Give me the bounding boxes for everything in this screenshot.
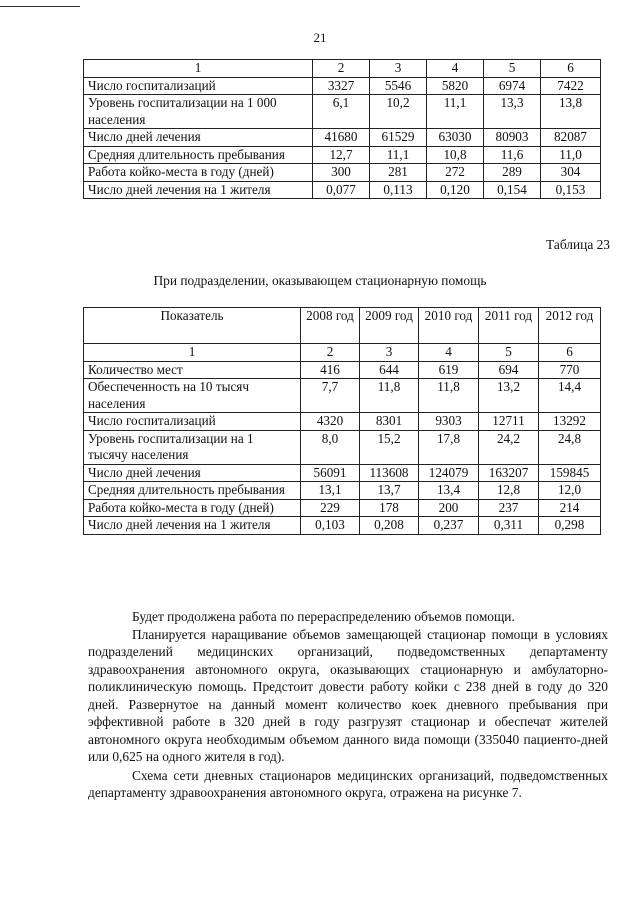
row-label: Работа койко-места в году (дней) bbox=[84, 499, 301, 517]
table-row bbox=[84, 379, 601, 413]
table-cell: 304 bbox=[541, 164, 601, 182]
table-cell: 13,2 bbox=[479, 379, 539, 413]
column-number: 2 bbox=[313, 60, 370, 78]
table-cell: 12,0 bbox=[539, 482, 601, 500]
table-cell: 300 bbox=[313, 164, 370, 182]
table-cell: 159845 bbox=[539, 464, 601, 482]
table-cell: 11,8 bbox=[419, 379, 479, 413]
table-cell: 11,0 bbox=[541, 146, 601, 164]
table-cell: 0,298 bbox=[539, 517, 601, 535]
table-row bbox=[84, 146, 601, 164]
table-row bbox=[84, 181, 601, 199]
table-23-title: При подразделении, оказывающем стационарную помощь bbox=[153, 273, 487, 288]
paragraph: Схема сети дневных стационаров медицинских организаций, подведомственных департаменту здравоохранения автономного округа, отражена на рисунке 7. bbox=[88, 767, 608, 800]
table-cell: 229 bbox=[301, 499, 360, 517]
table-cell: 7,7 bbox=[301, 379, 360, 413]
table-cell: 6974 bbox=[484, 77, 541, 95]
table-cell: 0,208 bbox=[360, 517, 419, 535]
table-row bbox=[84, 499, 601, 517]
table-row bbox=[84, 95, 601, 129]
table-cell: 13292 bbox=[539, 413, 601, 431]
column-number: 1 bbox=[84, 344, 301, 362]
year-header: 2010 год bbox=[419, 308, 479, 344]
table-cell: 82087 bbox=[541, 129, 601, 147]
column-number: 5 bbox=[484, 60, 541, 78]
numbering-row bbox=[84, 344, 601, 362]
table-cell: 770 bbox=[539, 361, 601, 379]
row-label: Число дней лечения на 1 жителя bbox=[84, 181, 313, 199]
page-number: 21 bbox=[313, 30, 327, 45]
year-header: 2008 год bbox=[301, 308, 360, 344]
table-header-row bbox=[84, 60, 601, 78]
table-cell: 24,2 bbox=[479, 430, 539, 464]
table-cell: 0,113 bbox=[370, 181, 427, 199]
year-header: 2012 год bbox=[539, 308, 601, 344]
table-cell: 7422 bbox=[541, 77, 601, 95]
table-cell: 5820 bbox=[427, 77, 484, 95]
table-cell: 13,4 bbox=[419, 482, 479, 500]
row-label: Обеспеченность на 10 тысяч населения bbox=[84, 379, 301, 413]
table-row bbox=[84, 430, 601, 464]
column-number: 4 bbox=[427, 60, 484, 78]
body-text bbox=[88, 608, 608, 802]
table-row bbox=[84, 517, 601, 535]
table-cell: 281 bbox=[370, 164, 427, 182]
row-label: Средняя длительность пребывания bbox=[84, 482, 301, 500]
table-cell: 272 bbox=[427, 164, 484, 182]
row-label: Число дней лечения на 1 жителя bbox=[84, 517, 301, 535]
table-cell: 11,1 bbox=[427, 95, 484, 129]
column-number: 2 bbox=[301, 344, 360, 362]
column-number: 6 bbox=[541, 60, 601, 78]
table-cell: 124079 bbox=[419, 464, 479, 482]
table-cell: 237 bbox=[479, 499, 539, 517]
row-label: Уровень госпитализации на 1 тысячу населения bbox=[84, 430, 301, 464]
table-cell: 10,8 bbox=[427, 146, 484, 164]
table-row bbox=[84, 361, 601, 379]
top-rule bbox=[0, 6, 80, 7]
table-cell: 14,4 bbox=[539, 379, 601, 413]
table-cell: 13,1 bbox=[301, 482, 360, 500]
table-row bbox=[84, 164, 601, 182]
table-cell: 13,7 bbox=[360, 482, 419, 500]
table-row bbox=[84, 77, 601, 95]
year-header: 2009 год bbox=[360, 308, 419, 344]
table-cell: 17,8 bbox=[419, 430, 479, 464]
table-cell: 619 bbox=[419, 361, 479, 379]
table-cell: 63030 bbox=[427, 129, 484, 147]
row-label: Число госпитализаций bbox=[84, 77, 313, 95]
table-cell: 0,311 bbox=[479, 517, 539, 535]
table-cell: 24,8 bbox=[539, 430, 601, 464]
row-label: Средняя длительность пребывания bbox=[84, 146, 313, 164]
table-cell: 214 bbox=[539, 499, 601, 517]
table-cell: 694 bbox=[479, 361, 539, 379]
column-number: 5 bbox=[479, 344, 539, 362]
header-label: Показатель bbox=[84, 308, 301, 344]
table-row bbox=[84, 129, 601, 147]
paragraph: Планируется наращивание объемов замещающей стационар помощи в условиях подразделений медицинских организаций, подведомственных департаменту здравоохранения автономного округа, оказывающих стационарную и амбулаторно-поликлиническую помощь. Предстоит довести работу койки с 238 дней в году до 320 дней. Развернутое на данный момент количество коек дневного пребывания при эффективной работе в 320 дней в году разгрузят стационар и обеспечат жителей автономного округа необходимым объемом данного вида помощи (335040 пациенто-дней или 0,625 на одного жителя в год). bbox=[88, 626, 608, 764]
table-cell: 13,8 bbox=[541, 95, 601, 129]
table-cell: 0,154 bbox=[484, 181, 541, 199]
column-number: 6 bbox=[539, 344, 601, 362]
row-label: Число дней лечения bbox=[84, 464, 301, 482]
row-label: Уровень госпитализации на 1 000 населения bbox=[84, 95, 313, 129]
table-row bbox=[84, 413, 601, 431]
column-number: 1 bbox=[84, 60, 313, 78]
table-row bbox=[84, 482, 601, 500]
table-cell: 11,6 bbox=[484, 146, 541, 164]
table-cell: 644 bbox=[360, 361, 419, 379]
table-cell: 0,153 bbox=[541, 181, 601, 199]
table-cell: 12,7 bbox=[313, 146, 370, 164]
hospitalization-table-continued bbox=[83, 59, 601, 199]
table-cell: 416 bbox=[301, 361, 360, 379]
table-cell: 3327 bbox=[313, 77, 370, 95]
table-23-label: Таблица 23 bbox=[546, 237, 610, 252]
table-cell: 0,237 bbox=[419, 517, 479, 535]
table-cell: 6,1 bbox=[313, 95, 370, 129]
table-cell: 0,103 bbox=[301, 517, 360, 535]
table-cell: 12,8 bbox=[479, 482, 539, 500]
column-number: 3 bbox=[360, 344, 419, 362]
year-header: 2011 год bbox=[479, 308, 539, 344]
table-cell: 41680 bbox=[313, 129, 370, 147]
table-cell: 4320 bbox=[301, 413, 360, 431]
table-cell: 0,077 bbox=[313, 181, 370, 199]
table-cell: 178 bbox=[360, 499, 419, 517]
table-cell: 10,2 bbox=[370, 95, 427, 129]
column-number: 3 bbox=[370, 60, 427, 78]
row-label: Число госпитализаций bbox=[84, 413, 301, 431]
table-cell: 163207 bbox=[479, 464, 539, 482]
row-label: Работа койко-места в году (дней) bbox=[84, 164, 313, 182]
row-label: Число дней лечения bbox=[84, 129, 313, 147]
table-cell: 8,0 bbox=[301, 430, 360, 464]
table-row bbox=[84, 464, 601, 482]
table-cell: 13,3 bbox=[484, 95, 541, 129]
table-cell: 200 bbox=[419, 499, 479, 517]
table-cell: 5546 bbox=[370, 77, 427, 95]
table-cell: 8301 bbox=[360, 413, 419, 431]
table-cell: 12711 bbox=[479, 413, 539, 431]
table-cell: 289 bbox=[484, 164, 541, 182]
table-cell: 9303 bbox=[419, 413, 479, 431]
table-header-row bbox=[84, 308, 601, 344]
table-cell: 11,1 bbox=[370, 146, 427, 164]
paragraph: Будет продолжена работа по перераспределению объемов помощи. bbox=[132, 609, 515, 624]
column-number: 4 bbox=[419, 344, 479, 362]
table-cell: 61529 bbox=[370, 129, 427, 147]
table-cell: 80903 bbox=[484, 129, 541, 147]
inpatient-unit-table bbox=[83, 307, 601, 535]
table-cell: 15,2 bbox=[360, 430, 419, 464]
row-label: Количество мест bbox=[84, 361, 301, 379]
table-cell: 0,120 bbox=[427, 181, 484, 199]
table-cell: 56091 bbox=[301, 464, 360, 482]
table-cell: 113608 bbox=[360, 464, 419, 482]
table-cell: 11,8 bbox=[360, 379, 419, 413]
